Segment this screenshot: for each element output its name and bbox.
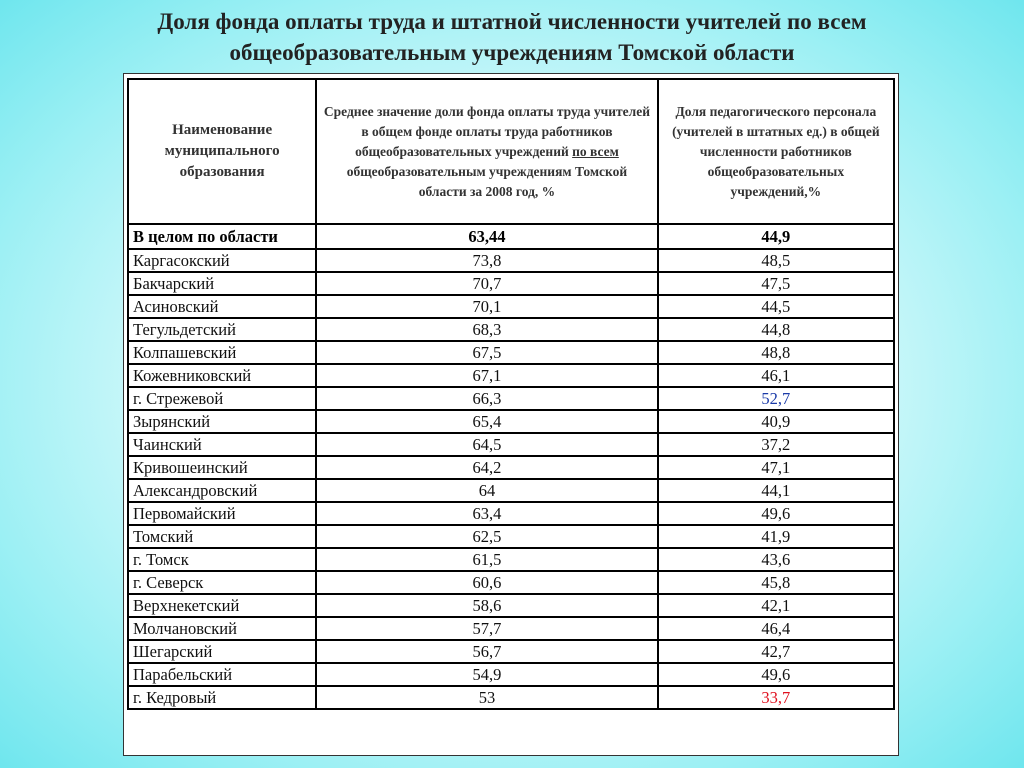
municipality-name: г. Северск [128, 571, 316, 594]
municipality-name: г. Кедровый [128, 686, 316, 709]
table-frame [123, 73, 899, 756]
municipality-name: г. Томск [128, 548, 316, 571]
header-municipality: Наименование муниципального образования [128, 79, 316, 224]
municipality-name: Бакчарский [128, 272, 316, 295]
municipality-name: Парабельский [128, 663, 316, 686]
table-row [128, 364, 894, 387]
table-row [128, 272, 894, 295]
fund-share-value: 65,4 [316, 410, 657, 433]
header-staff-share: Доля педагогического персонала (учителей в штатных ед.) в общей численности работников общеобразовательных учреждений,% [658, 79, 894, 224]
total-fund-share: 63,44 [316, 224, 657, 249]
municipality-name: Первомайский [128, 502, 316, 525]
staff-share-value: 40,9 [658, 410, 894, 433]
total-staff-share: 44,9 [658, 224, 894, 249]
table-row [128, 433, 894, 456]
staff-share-value: 48,5 [658, 249, 894, 272]
fund-share-value: 57,7 [316, 617, 657, 640]
table-row [128, 479, 894, 502]
municipality-name: Шегарский [128, 640, 316, 663]
municipality-name: Колпашевский [128, 341, 316, 364]
header-fund-share-text-1: Среднее значение доли фонда оплаты труда учителей в общем фонде оплаты труда работников общеобразовательных учреждений [323, 103, 650, 159]
total-name: В целом по области [128, 224, 316, 249]
total-row [128, 224, 894, 249]
municipality-name: Верхнекетский [128, 594, 316, 617]
table-row [128, 617, 894, 640]
fund-share-value: 64,2 [316, 456, 657, 479]
table-row [128, 341, 894, 364]
fund-share-value: 61,5 [316, 548, 657, 571]
fund-share-value: 66,3 [316, 387, 657, 410]
staff-share-value: 48,8 [658, 341, 894, 364]
staff-share-value: 44,8 [658, 318, 894, 341]
table-row [128, 387, 894, 410]
staff-share-value: 37,2 [658, 433, 894, 456]
staff-share-value: 47,1 [658, 456, 894, 479]
staff-share-value: 45,8 [658, 571, 894, 594]
fund-share-value: 67,5 [316, 341, 657, 364]
staff-share-value: 46,4 [658, 617, 894, 640]
fund-share-value: 70,1 [316, 295, 657, 318]
municipality-name: г. Стрежевой [128, 387, 316, 410]
staff-share-value: 47,5 [658, 272, 894, 295]
staff-share-value: 52,7 [658, 387, 894, 410]
municipality-name: Кожевниковский [128, 364, 316, 387]
municipality-name: Каргасокский [128, 249, 316, 272]
municipality-name: Чаинский [128, 433, 316, 456]
table-body [128, 224, 894, 709]
staff-share-value: 49,6 [658, 502, 894, 525]
municipality-name: Зырянский [128, 410, 316, 433]
fund-share-value: 64 [316, 479, 657, 502]
table-row [128, 410, 894, 433]
staff-share-value: 46,1 [658, 364, 894, 387]
fund-share-value: 64,5 [316, 433, 657, 456]
table-row [128, 502, 894, 525]
header-fund-share-underlined: по всем [572, 143, 619, 159]
staff-share-value: 44,1 [658, 479, 894, 502]
table-row [128, 663, 894, 686]
staff-share-value: 41,9 [658, 525, 894, 548]
municipality-name: Александровский [128, 479, 316, 502]
fund-share-value: 70,7 [316, 272, 657, 295]
header-fund-share [316, 79, 657, 224]
table-row [128, 686, 894, 709]
table-row [128, 525, 894, 548]
fund-share-value: 58,6 [316, 594, 657, 617]
table-row [128, 594, 894, 617]
fund-share-value: 60,6 [316, 571, 657, 594]
table-row [128, 249, 894, 272]
municipality-name: Кривошеинский [128, 456, 316, 479]
staff-share-value: 33,7 [658, 686, 894, 709]
table-row [128, 640, 894, 663]
fund-share-value: 63,4 [316, 502, 657, 525]
municipality-name: Томский [128, 525, 316, 548]
fund-share-value: 62,5 [316, 525, 657, 548]
slide-title: Доля фонда оплаты труда и штатной численности учителей по всем общеобразовательным учреждениям Томской области [157, 9, 867, 65]
staff-share-value: 49,6 [658, 663, 894, 686]
table-row [128, 295, 894, 318]
staff-share-value: 42,7 [658, 640, 894, 663]
header-row [128, 79, 894, 224]
fund-share-value: 67,1 [316, 364, 657, 387]
staff-share-value: 42,1 [658, 594, 894, 617]
data-table [127, 78, 895, 710]
fund-share-value: 54,9 [316, 663, 657, 686]
table-row [128, 456, 894, 479]
header-fund-share-text-2: общеобразовательным учреждениям Томской области за 2008 год, % [346, 163, 628, 199]
fund-share-value: 53 [316, 686, 657, 709]
municipality-name: Молчановский [128, 617, 316, 640]
municipality-name: Асиновский [128, 295, 316, 318]
table-row [128, 571, 894, 594]
table-row [128, 318, 894, 341]
table-row [128, 548, 894, 571]
municipality-name: Тегульдетский [128, 318, 316, 341]
staff-share-value: 44,5 [658, 295, 894, 318]
fund-share-value: 56,7 [316, 640, 657, 663]
staff-share-value: 43,6 [658, 548, 894, 571]
fund-share-value: 68,3 [316, 318, 657, 341]
fund-share-value: 73,8 [316, 249, 657, 272]
